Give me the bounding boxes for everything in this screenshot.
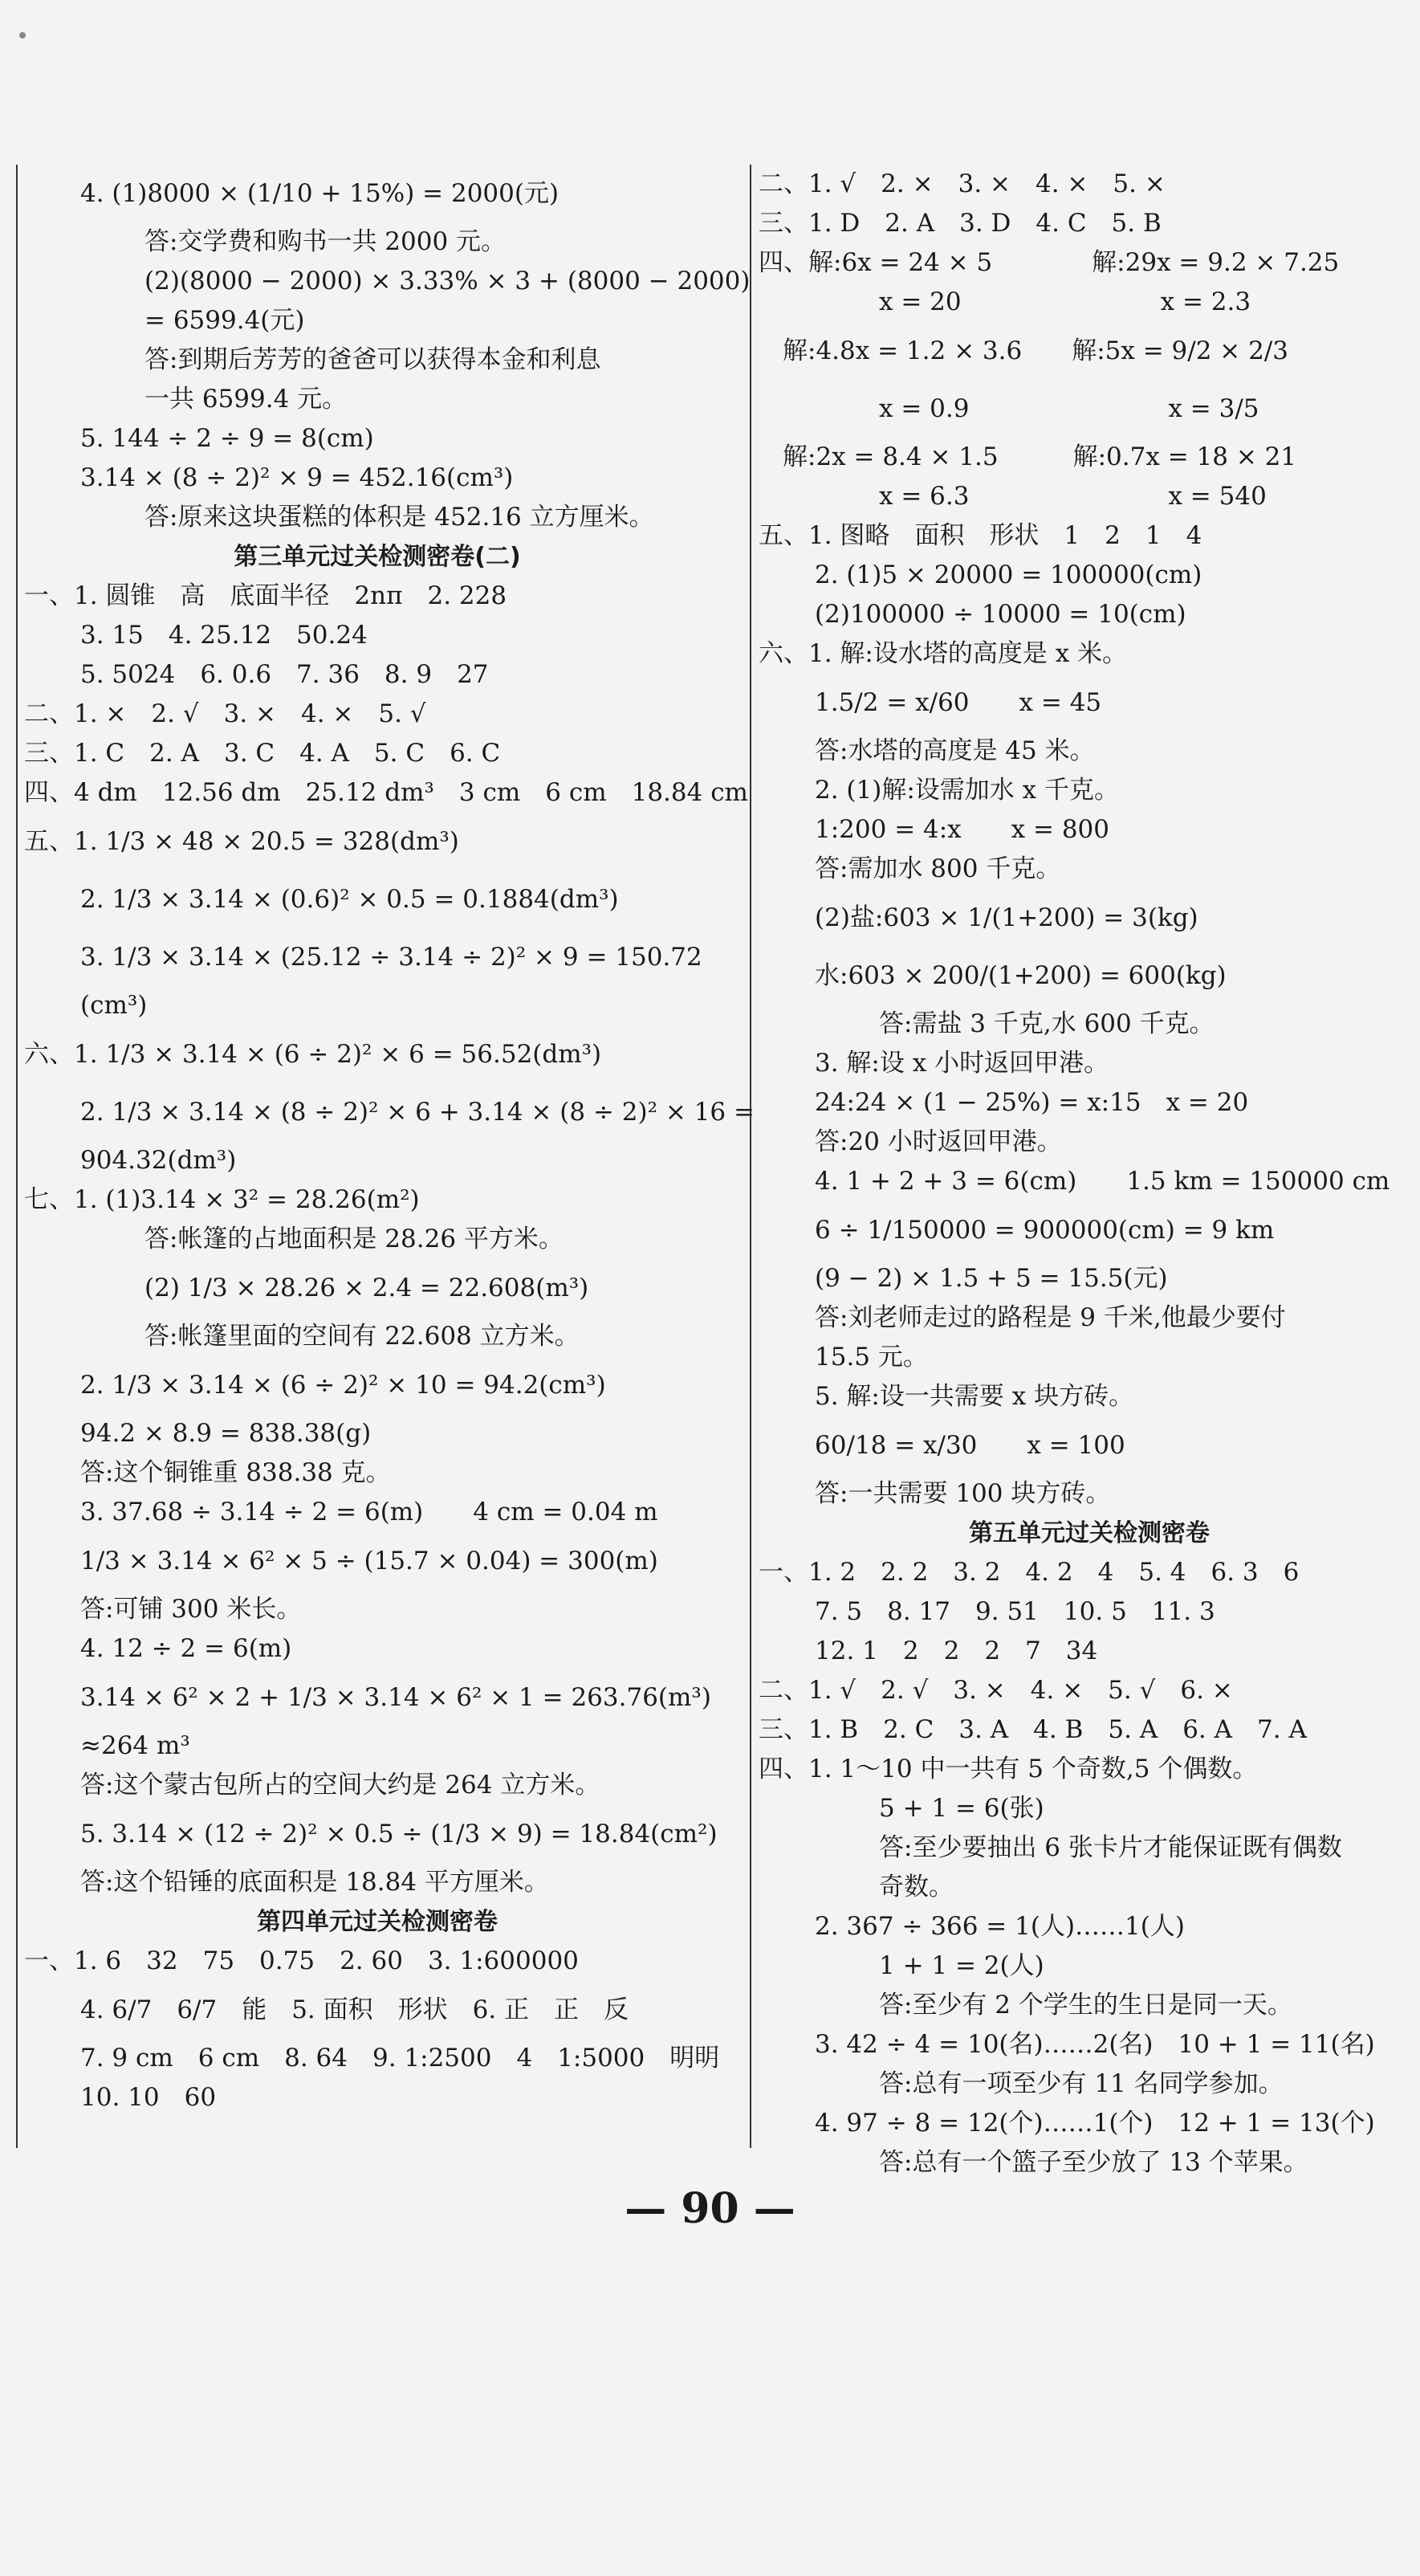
answer-line: 4. 1 + 2 + 3 = 6(cm) 1.5 km = 150000 cm [815,1167,1390,1196]
answer-line: 5. 144 ÷ 2 ÷ 9 = 8(cm) [80,424,374,453]
answer-line: 水:603 × 200/(1+200) = 600(kg) [815,961,1227,990]
answer-line: 4. 6/7 6/7 能 5. 面积 形状 6. 正 正 反 [80,1995,629,2024]
answer-line: (9 − 2) × 1.5 + 5 = 15.5(元) [815,1264,1168,1293]
answer-line: 3. 15 4. 25.12 50.24 [80,621,368,650]
answer-line: ≈264 m³ [80,1731,190,1760]
answer-line: 答:一共需要 100 块方砖。 [815,1479,1111,1508]
answer-line: 答:帐篷里面的空间有 22.608 立方米。 [144,1322,580,1351]
answer-line: 10. 10 60 [80,2083,217,2112]
answer-line: 94.2 × 8.9 = 838.38(g) [80,1419,372,1448]
answer-line: (cm³) [80,991,148,1020]
answer-line: 12. 1 2 2 2 7 34 [815,1636,1098,1665]
answer-line: 5. 解:设一共需要 x 块方砖。 [815,1382,1134,1411]
answer-line: 五、1. 1/3 × 48 × 20.5 = 328(dm³) [24,827,459,856]
answer-line: 一共 6599.4 元。 [144,385,348,414]
answer-line: (2)(8000 − 2000) × 3.33% × 3 + (8000 − 2000) [144,267,751,296]
answer-line: 3. 1/3 × 3.14 × (25.12 ÷ 3.14 ÷ 2)² × 9 = 150.72 [80,943,702,972]
answer-line: 6 ÷ 1/150000 = 900000(cm) = 9 km [815,1216,1275,1245]
section-title: 第三单元过关检测密卷(二) [234,543,521,571]
answer-line: 解:4.8x = 1.2 × 3.6 解:5x = 9/2 × 2/3 [783,336,1288,365]
answer-line: 三、1. D 2. A 3. D 4. C 5. B [759,209,1162,238]
answer-line: 答:这个铜锥重 838.38 克。 [80,1458,391,1487]
answer-line: 四、1. 1～10 中一共有 5 个奇数,5 个偶数。 [759,1755,1258,1783]
answer-line: 2. (1)5 × 20000 = 100000(cm) [815,560,1202,589]
answer-line: 4. 97 ÷ 8 = 12(个)……1(个) 12 + 1 = 13(个) [815,2109,1375,2138]
answer-line: x = 0.9 x = 3/5 [879,394,1259,423]
answer-line: 5. 3.14 × (12 ÷ 2)² × 0.5 ÷ (1/3 × 9) = 18.84(cm²) [80,1820,718,1848]
answer-line: 一、1. 圆锥 高 底面半径 2nπ 2. 228 [24,581,507,610]
answer-line: 答:这个铅锤的底面积是 18.84 平方厘米。 [80,1868,549,1897]
answer-line: 答:帐篷的占地面积是 28.26 平方米。 [144,1225,564,1253]
right-column [759,165,1420,2183]
section-title: 第四单元过关检测密卷 [257,1908,498,1936]
answer-line: 3. 解:设 x 小时返回甲港。 [815,1049,1109,1078]
answer-line: 60/18 = x/30 x = 100 [815,1431,1125,1460]
answer-line: 4. (1)8000 × (1/10 + 15%) = 2000(元) [80,179,559,208]
answer-line: 答:到期后芳芳的爸爸可以获得本金和利息 [144,345,601,374]
answer-line: 1 + 1 = 2(人) [879,1951,1044,1980]
answer-line: 1/3 × 3.14 × 6² × 5 ÷ (15.7 × 0.04) = 300(m) [80,1547,658,1575]
answer-line: 答:需加水 800 千克。 [815,854,1061,883]
answer-line: 3.14 × 6² × 2 + 1/3 × 3.14 × 6² × 1 = 263.76(m³) [80,1683,711,1712]
answer-line: 一、1. 2 2. 2 3. 2 4. 2 4 5. 4 6. 3 6 [759,1558,1300,1587]
answer-line: 7. 5 8. 17 9. 51 10. 5 11. 3 [815,1597,1215,1626]
scan-speck [19,32,26,39]
answer-line: 五、1. 图略 面积 形状 1 2 1 4 [759,521,1202,550]
answer-line: 答:总有一个篮子至少放了 13 个苹果。 [879,2148,1308,2177]
answer-line: 二、1. √ 2. × 3. × 4. × 5. × [759,169,1166,198]
answer-line: 答:刘老师走过的路程是 9 千米,他最少要付 [815,1303,1286,1332]
answer-line: 904.32(dm³) [80,1146,237,1175]
answer-line: 答:交学费和购书一共 2000 元。 [144,227,507,256]
answer-line: 答:总有一项至少有 11 名同学参加。 [879,2069,1284,2098]
answer-line: 3. 42 ÷ 4 = 10(名)……2(名) 10 + 1 = 11(名) [815,2030,1375,2059]
answer-line: 答:需盐 3 千克,水 600 千克。 [879,1009,1215,1038]
answer-line: x = 6.3 x = 540 [879,482,1267,511]
answer-line: (2) 1/3 × 28.26 × 2.4 = 22.608(m³) [144,1274,589,1302]
answer-line: 7. 9 cm 6 cm 8. 64 9. 1:2500 4 1:5000 明明 [80,2044,720,2073]
answer-line: 2. 1/3 × 3.14 × (0.6)² × 0.5 = 0.1884(dm³) [80,885,619,914]
answer-line: 七、1. (1)3.14 × 3² = 28.26(m²) [24,1185,420,1214]
column-divider [750,165,751,2148]
answer-line: 2. (1)解:设需加水 x 千克。 [815,776,1119,805]
answer-line: 答:20 小时返回甲港。 [815,1127,1062,1156]
page-number: — 90 — [625,2184,795,2233]
left-column [24,165,755,2117]
answer-line: 4. 12 ÷ 2 = 6(m) [80,1634,292,1663]
answer-line: 1.5/2 = x/60 x = 45 [815,688,1102,717]
answer-line: 2. 1/3 × 3.14 × (8 ÷ 2)² × 6 + 3.14 × (8 ÷ 2)² × 16 = [80,1098,755,1127]
answer-line: 3.14 × (8 ÷ 2)² × 9 = 452.16(cm³) [80,463,514,492]
answer-line: 24:24 × (1 − 25%) = x:15 x = 20 [815,1088,1249,1117]
answer-line: 15.5 元。 [815,1343,928,1372]
answer-line: 答:原来这块蛋糕的体积是 452.16 立方厘米。 [144,503,654,532]
answer-line: 三、1. B 2. C 3. A 4. B 5. A 6. A 7. A [759,1715,1307,1744]
answer-line: 5. 5024 6. 0.6 7. 36 8. 9 27 [80,660,489,689]
answer-line: 四、解:6x = 24 × 5 解:29x = 9.2 × 7.25 [759,248,1340,277]
answer-line: 3. 37.68 ÷ 3.14 ÷ 2 = 6(m) 4 cm = 0.04 m [80,1498,658,1526]
answer-line: 答:可铺 300 米长。 [80,1595,302,1624]
answer-line: 三、1. C 2. A 3. C 4. A 5. C 6. C [24,739,501,768]
answer-line: 二、1. √ 2. √ 3. × 4. × 5. √ 6. × [759,1676,1233,1705]
answer-line: 解:2x = 8.4 × 1.5 解:0.7x = 18 × 21 [783,442,1297,471]
answer-line: 四、4 dm 12.56 dm 25.12 dm³ 3 cm 6 cm 18.84 cm [24,778,748,807]
answer-line: (2)100000 ÷ 10000 = 10(cm) [815,600,1186,629]
answer-line: 5 + 1 = 6(张) [879,1794,1044,1823]
answer-line: x = 20 x = 2.3 [879,287,1251,316]
left-margin-rule [16,165,18,2148]
answer-line: 二、1. × 2. √ 3. × 4. × 5. √ [24,699,426,728]
answer-line: 2. 367 ÷ 366 = 1(人)……1(人) [815,1912,1185,1941]
answer-line: 六、1. 解:设水塔的高度是 x 米。 [759,639,1128,668]
answer-line: (2)盐:603 × 1/(1+200) = 3(kg) [815,903,1198,932]
section-title: 第五单元过关检测密卷 [969,1519,1210,1547]
answer-line: 答:至少要抽出 6 张卡片才能保证既有偶数 [879,1833,1342,1862]
answer-line: 答:这个蒙古包所占的空间大约是 264 立方米。 [80,1771,600,1800]
answer-line: 奇数。 [879,1873,954,1901]
answer-line: 六、1. 1/3 × 3.14 × (6 ÷ 2)² × 6 = 56.52(dm³) [24,1040,602,1069]
answer-line: 2. 1/3 × 3.14 × (6 ÷ 2)² × 10 = 94.2(cm³) [80,1371,606,1400]
answer-line: 一、1. 6 32 75 0.75 2. 60 3. 1:600000 [24,1946,579,1975]
answer-line: 1:200 = 4:x x = 800 [815,815,1110,844]
answer-line: 答:至少有 2 个学生的生日是同一天。 [879,1991,1292,2020]
answer-line: 答:水塔的高度是 45 米。 [815,736,1095,765]
answer-line: = 6599.4(元) [144,306,305,335]
